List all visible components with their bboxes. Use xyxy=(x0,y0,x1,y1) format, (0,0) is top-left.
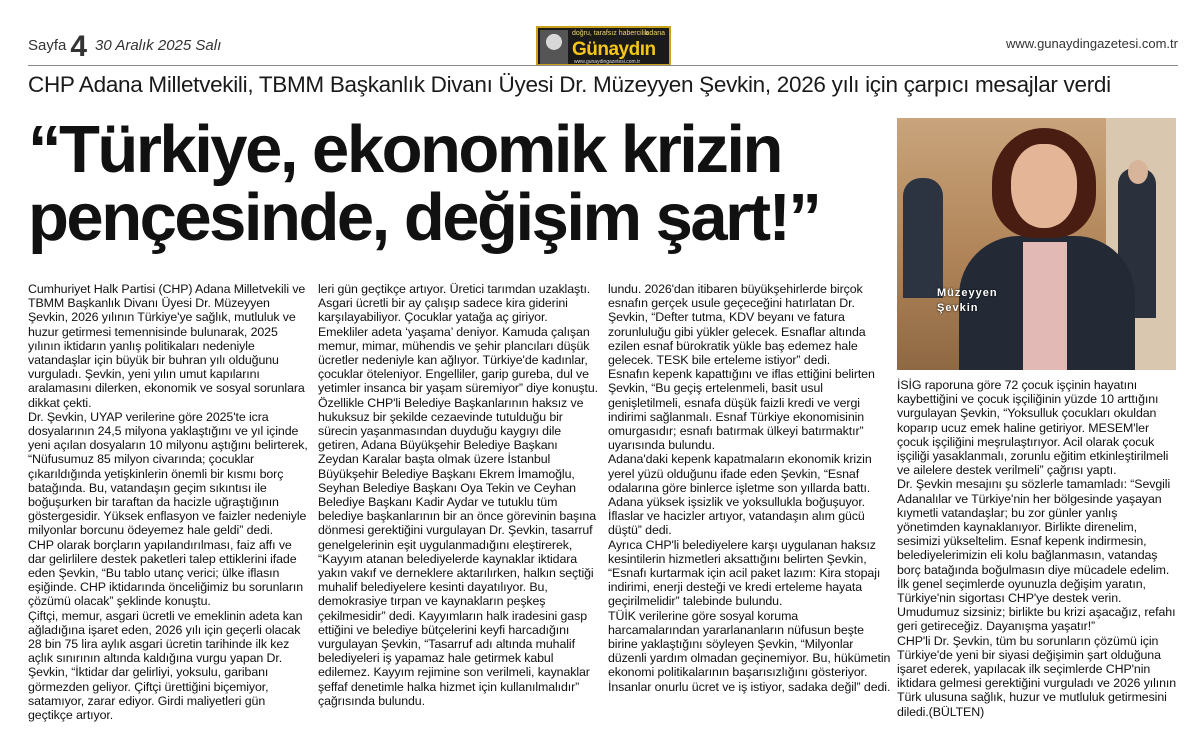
page-header xyxy=(28,8,1178,66)
website-link[interactable]: www.gunaydingazetesi.com.tr xyxy=(1006,36,1178,51)
newspaper-logo[interactable] xyxy=(536,26,671,66)
article-headline xyxy=(28,112,878,255)
photo-background-person xyxy=(903,178,943,298)
portrait-photo xyxy=(897,118,1176,370)
article-column-2: leri gün geçtikçe artıyor. Üretici tarımdan uzaklaştı. Asgari ücretli bir ay çalışıp sadece kira giderini karşılayabiliyor. Çocuklar yatağa aç giriyor. Emekliler adeta ‘yaşama’ deniyor. Kamuda çalışan memur, mimar, mühendis ve şehir plancıları düşük ücretler nedeniyle kan ağlıyor. Türkiye'de kadınlar, çocuklar öteleniyor. Engelliler, garip gureba, dul ve yetimler insanca bir yaşam süremiyor” diye konuştu. Özellikle CHP'li Belediye Başkanlarının haksız ve hukuksuz bir şekilde cezaevinde tutulduğu bir sürecin yaşanmasından duyduğu kaygıyı dile getiren, Adana Büyükşehir Belediye Başkanı Zeydan Karalar başta olmak üzere İstanbul Büyükşehir Belediye Başkanı Ekrem İmamoğlu, Seyhan Belediye Başkanı Oya Tekin ve Ceyhan Belediye Başkanı Kadir Aydar ve tutuklu tüm belediye başkanlarının bir an önce görevinin başına dönmesi gerektiğini vurgulayan Dr. Şevkin, tasarruf genelgelerinin eşit uygulanmadığını eleştirerek, “Kayyım atanan belediyelerde kaynaklar iktidara yakın vakıf ve derneklere aktarılırken, halkın seçtiği muhalif belediyelere kesinti dayatılıyor. Bu, demokrasiye tırpan ve kaynakların peşkeş çekilmesidir” dedi. Kayyımların halk iradesini gasp ettiğini ve belediye bütçelerini keyfi harcadığını vurgulayan Şevkin, “Tasarruf adı altında muhalif belediyeleri iş yapamaz hale getirmek kabul edilemez. Kayyım rejimine son verilmeli, kaynaklar şeffaf denetimle halka hizmet için kullanılmalıdır” çağrısında bulundu. xyxy=(318,282,598,708)
article-column-3: lundu. 2026'dan itibaren büyükşehirlerde birçok esnafın gerçek usule geçeceğini hatırlatan Dr. Şevkin, “Defter tutma, KDV beyanı ve fatura zorunluluğu gibi yükler gelecek. Esnaflar altında ezilen esnaf bürokratik yükle baş edemez hale gelecek. TESK bile erteleme istiyor” dedi. Esnafın kepenk kapattığını ve iflas ettiğini belirten Şevkin, “Bu geçiş ertelenmeli, basit usul genişletilmeli, esnafa düşük faizli kredi ve vergi indirimi sağlanmalı. Esnaf Türkiye ekonomisinin omurgasıdır; esnafı batırmak ülkeyi batırmaktır” uyarısında bulundu. Adana'daki kepenk kapatmaların ekonomik krizin yerel yüzü olduğunu ifade eden Şevkin, “Esnaf odalarına göre binlerce işletme son yıllarda battı. Adana yüksek işsizlik ve yoksullukla boğuşuyor. İflaslar ve hacizler artıyor, vatandaşın alım gücü düştü” dedi. Ayrıca CHP'li belediyelere karşı uygulanan haksız kesintilerin hizmetleri aksattığını belirten Şevkin, “Esnafı kurtarmak için acil paket lazım: Kira stopajı indirimi, enerji desteği ve kredi erteleme hayata geçirilmelidir” talebinde bulundu. TÜİK verilerine göre sosyal koruma harcamalarından yararlananların nüfusun beşte birine yaklaştığını söyleyen Şevkin, “Milyonlar düzenli yardım olmadan geçinemiyor. Bu, hükümetin ekonomi politikalarının başarısızlığını gösteriyor. İnsanlar onurlu ücret ve iş istiyor, sadaka değil” dedi. xyxy=(608,282,891,694)
page-number-block xyxy=(28,30,221,64)
article-column-4: İSİG raporuna göre 72 çocuk işçinin hayatını kaybettiğini ve çocuk işçiliğinin yüzde 10 arttığını vurgulayan Şevkin, “Yoksulluk çocukları okuldan koparıp ucuz emek haline getiriyor. MESEM'ler çocuk işçiliğini meşrulaştırıyor. Acil olarak çocuk işçiliği yasaklanmalı, zorunlu eğitim etkinleştirilmeli ve ailelere destek verilmeli” çağrısı yaptı. Dr. Şevkin mesajını şu sözlerle tamamladı: “Sevgili Adanalılar ve Türkiye'nin her bölgesinde yaşayan kıymetli vatandaşlar; bu zor günler yanlış yönetimden kaynaklanıyor. Birlikte direnelim, sesimizi yükseltelim. Esnaf kepenk indirmesin, belediyelerimizin eli kolu bağlanmasın, vatandaş borç batağında boğulmasın diye mücadele edelim. İlk genel seçimlerde oyunuzla değişim yaratın, Türkiye'nin sigortası CHP'ye destek verin. Umudumuz sizsiniz; birlikte bu krizi aşacağız, refahı geri getireceğiz. Dayanışma yaşatır!” CHP'li Dr. Şevkin, tüm bu sorunların çözümü için Türkiye'de yeni bir siyasi değişimin şart olduğuna işaret ederek, yapılacak ilk seçimlerde CHP'nin iktidara gelmesi gerektiğini vurguladı ve 2026 yılının Türk ulusuna sağlık, huzur ve mutluluk getirmesini diledi.(BÜLTEN) xyxy=(897,378,1177,719)
header-divider xyxy=(28,65,1178,66)
photo-caption: Müzeyyen Şevkin xyxy=(937,287,998,314)
photo-subject-blouse xyxy=(1023,242,1067,370)
issue-date: 30 Aralık 2025 Salı xyxy=(95,37,222,54)
headline-line: “Türkiye, ekonomik krizin xyxy=(28,112,781,187)
article-column-1: Cumhuriyet Halk Partisi (CHP) Adana Milletvekili ve TBMM Başkanlık Divanı Üyesi Dr. Müzeyyen Şevkin, 2026 yılının Türkiye'ye sağlık, mutluluk ve huzur getirmesi temennisinde bulunarak, 2025 yılının iktidarın yanlış politikaları nedeniyle vatandaşlar için büyük bir buhran yılı olduğunu vurguladı. Şevkin, yeni yılın umut kapılarını aralamasını dilerken, ekonomik ve sosyal sorunlara dikkat çekti. Dr. Şevkin, UYAP verilerine göre 2025'te icra dosyalarının 24,5 milyona yaklaştığını ve yıl içinde yeni açılan dosyaların 10 milyonu aştığını belirterek, “Nüfusumuz 85 milyon civarında; çocuklar çıkarıldığında yetişkinlerin önemli bir kısmı borç batağında. Bu, vatandaşın geçim sıkıntısı ile boğuşurken bir taraftan da hacizle uğraştığının göstergesidir. Yüksek enflasyon ve faizler nedeniyle milyonlar borcunu ödeyemez hale geldi” dedi. CHP olarak borçların yapılandırılması, faiz affı ve dar gelirlilere destek paketleri talep ettiklerini ifade eden Şevkin, “Bu tablo utanç verici; ülke iflasın eşiğinde. CHP iktidarında önceliğimiz bu sorunların çözümü olacak” şeklinde konuştu. Çiftçi, memur, asgari ücretli ve emeklinin adeta kan ağladığına işaret eden, 2026 yılı için geçerli olacak 28 bin 75 lira aylık asgari ücretin tarihinde ilk kez açlık sınırının altında kaldığına vurgu yapan Dr. Şevkin, “İktidar dar gelirliyi, yoksulu, garibanı görmezden geliyor. Çiftçi ürettiğini biçemiyor, satamıyor, zarar ediyor. Girdi maliyetleri gün geçtikçe artıyor. xyxy=(28,282,308,723)
logo-tagline: doğru, tarafsız habercilik xyxy=(572,30,649,37)
logo-name: Günaydın xyxy=(572,39,656,60)
photo-subject-face xyxy=(1011,144,1077,228)
section-label: Sayfa xyxy=(28,37,67,54)
logo-web: www.gunaydingazetesi.com.tr xyxy=(574,59,641,65)
logo-portrait-icon xyxy=(540,30,568,64)
page-number: 4 xyxy=(70,30,88,63)
photo-background-head xyxy=(1128,160,1148,184)
article-kicker: CHP Adana Milletvekili, TBMM Başkanlık Divanı Üyesi Dr. Müzeyyen Şevkin, 2026 yılı için çarpıcı mesajlar verdi xyxy=(28,72,1111,97)
headline-line: pençesinde, değişim şart!” xyxy=(28,180,820,255)
logo-city: adana xyxy=(645,30,665,37)
